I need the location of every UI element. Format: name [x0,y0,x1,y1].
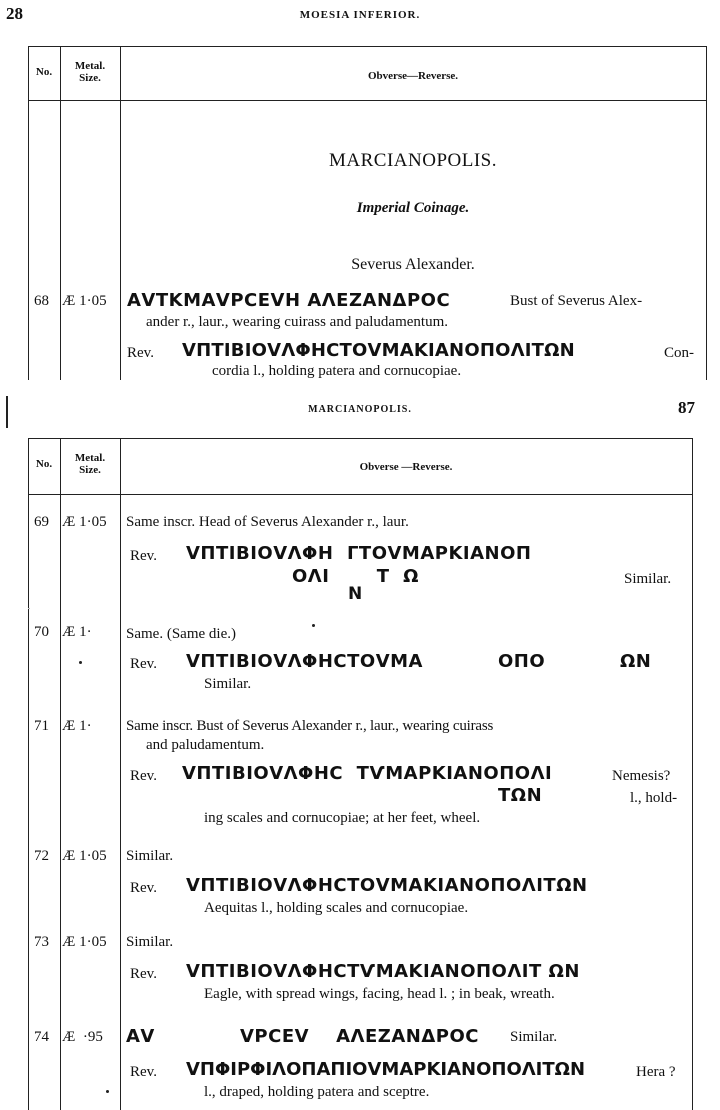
reverse-legend: VΠΤΙΒΙΟVΛΦΗCΤΟVΜΑ [186,651,423,672]
entry-number: 70 [34,624,49,640]
reverse-description-cont: l., hold- [630,790,678,806]
reverse-legend-part3: ΩΝ [620,651,652,672]
metal-size: Æ 1·05 [62,514,107,530]
reverse-label: Rev. [130,1064,157,1080]
table-left-rule-2 [28,438,29,1110]
table-right-rule [706,46,707,380]
obverse-description-cont: and paludamentum. [146,737,265,753]
reverse-legend: VΠΤΙΒΙΟVΛΦΗCΤѴΜΑΚΙΑΝΟΠΟΛΙΤ ΩΝ [186,961,580,982]
reverse-legend: VΠΤΙΒΙΟVΛΦΗCΤΟVΜΑΚΙΑΝΟΠΟΛΙΤΩΝ [182,340,575,361]
col-head-metal: Metal. Size. [74,60,106,84]
reverse-label: Rev. [130,656,157,672]
obverse-description-cont: ander r., laur., wearing cuirass and paludamentum. [146,314,448,330]
entry-number: 74 [34,1029,49,1045]
table-head-rule-2 [28,494,692,495]
obverse-description: Same inscr. Head of Severus Alexander r., laur. [126,514,409,530]
reverse-label: Rev. [130,548,157,564]
obverse-description: Same inscr. Bust of Severus Alexander r., laur., wearing cuirass [126,718,494,734]
reverse-legend-line2: ΟΛΙ Τ Ω [292,566,419,587]
ink-speck [106,1090,109,1093]
obverse-description: Same. (Same die.) [126,626,236,642]
table-right-rule-2 [692,438,693,1110]
reverse-description: Con- [664,345,694,361]
metal-size: Æ 1·05 [62,934,107,950]
running-head-bottom: MARCIANOPOLIS. [308,404,412,415]
reverse-description: Similar. [624,571,672,587]
table-head-rule [28,100,706,101]
city-title: MARCIANOPOLIS. [329,150,497,171]
obverse-legend: ΑV [126,1026,155,1047]
reverse-legend-part2: ΟΠΟ [498,651,546,672]
page-number-bottom: 87 [678,398,695,417]
metal-size: Æ 1· [62,718,92,734]
ink-speck [312,624,315,627]
reverse-legend: VΠΦΙΡΦΙΛΟΠΑΠΙΟVΜΑΡΚΙΑΝΟΠΟΛΙΤΩΝ [186,1059,586,1080]
reverse-label: Rev. [130,966,157,982]
reverse-label: Rev. [130,768,157,784]
reverse-description-cont: cordia l., holding patera and cornucopiae. [212,363,462,379]
metal-size: Æ ·95 [62,1029,103,1045]
obverse-legend: ΑVΤΚΜΑVΡCΕVΗ ΑΛΕΖΑΝΔΡΟC [127,290,451,311]
reverse-description: Hera ? [636,1064,676,1080]
reverse-description: Eagle, with spread wings, facing, head l. ; in beak, wreath. [204,986,555,1002]
reverse-legend-line3: Ν [348,584,363,604]
col-head-obverse-reverse: Obverse —Reverse. [359,461,453,473]
entry-number: 69 [34,514,49,530]
reverse-description-cont: l., draped, holding patera and sceptre. [204,1084,430,1100]
table-top-rule [28,46,706,47]
col-head-metal: Metal. Size. [74,452,106,476]
obverse-description: Bust of Severus Alex- [510,293,643,309]
obverse-description: Similar. [126,934,174,950]
reverse-legend: VΠΤΙΒΙΟVΛΦΗ ΓΤΟVΜΑΡΚΙΑΝΟΠ [186,543,532,564]
reverse-label: Rev. [127,345,154,361]
col-head-no: No. [35,458,53,470]
entry-number: 73 [34,934,49,950]
table-top-rule-2 [28,438,692,439]
col-rule-1-2 [60,438,61,1110]
col-head-obverse-reverse: Obverse—Reverse. [367,70,459,82]
reverse-label: Rev. [130,880,157,896]
metal-size: Æ 1·05 [62,848,107,864]
reverse-legend-line2: ΤΩΝ [498,785,543,806]
page-number-top: 28 [6,4,23,23]
obverse-description: Similar. [510,1029,558,1045]
obverse-legend-part2: VΡCΕV ΑΛΕΖΑΝΔΡΟC [240,1026,479,1047]
reverse-description: Nemesis? [612,768,671,784]
table-left-rule [28,46,29,380]
entry-number: 72 [34,848,49,864]
entry-number: 71 [34,718,49,734]
coinage-title: Imperial Coinage. [356,200,470,216]
running-head-top: MOESIA INFERIOR. [299,9,421,21]
ink-speck [79,661,82,664]
metal-size: Æ 1·05 [62,293,107,309]
row-separator [28,608,30,609]
col-rule-1 [60,46,61,380]
emperor-title: Severus Alexander. [351,256,475,273]
obverse-description: Similar. [126,848,174,864]
col-head-no: No. [35,66,53,78]
reverse-legend: VΠΤΙΒΙΟVΛΦΗC ΤѴΜΑΡΚΙΑΝΟΠΟΛΙ [182,763,553,784]
reverse-description: Aequitas l., holding scales and cornucopiae. [204,900,469,916]
metal-size: Æ 1· [62,624,92,640]
reverse-legend: VΠΤΙΒΙΟVΛΦΗCΤΟVΜΑΚΙΑΝΟΠΟΛΙΤΩΝ [186,875,588,896]
entry-number: 68 [34,293,49,309]
col-rule-2-2 [120,438,121,1110]
reverse-description: Similar. [204,676,252,692]
reverse-description-line3: ing scales and cornucopiae; at her feet, wheel. [204,810,481,826]
